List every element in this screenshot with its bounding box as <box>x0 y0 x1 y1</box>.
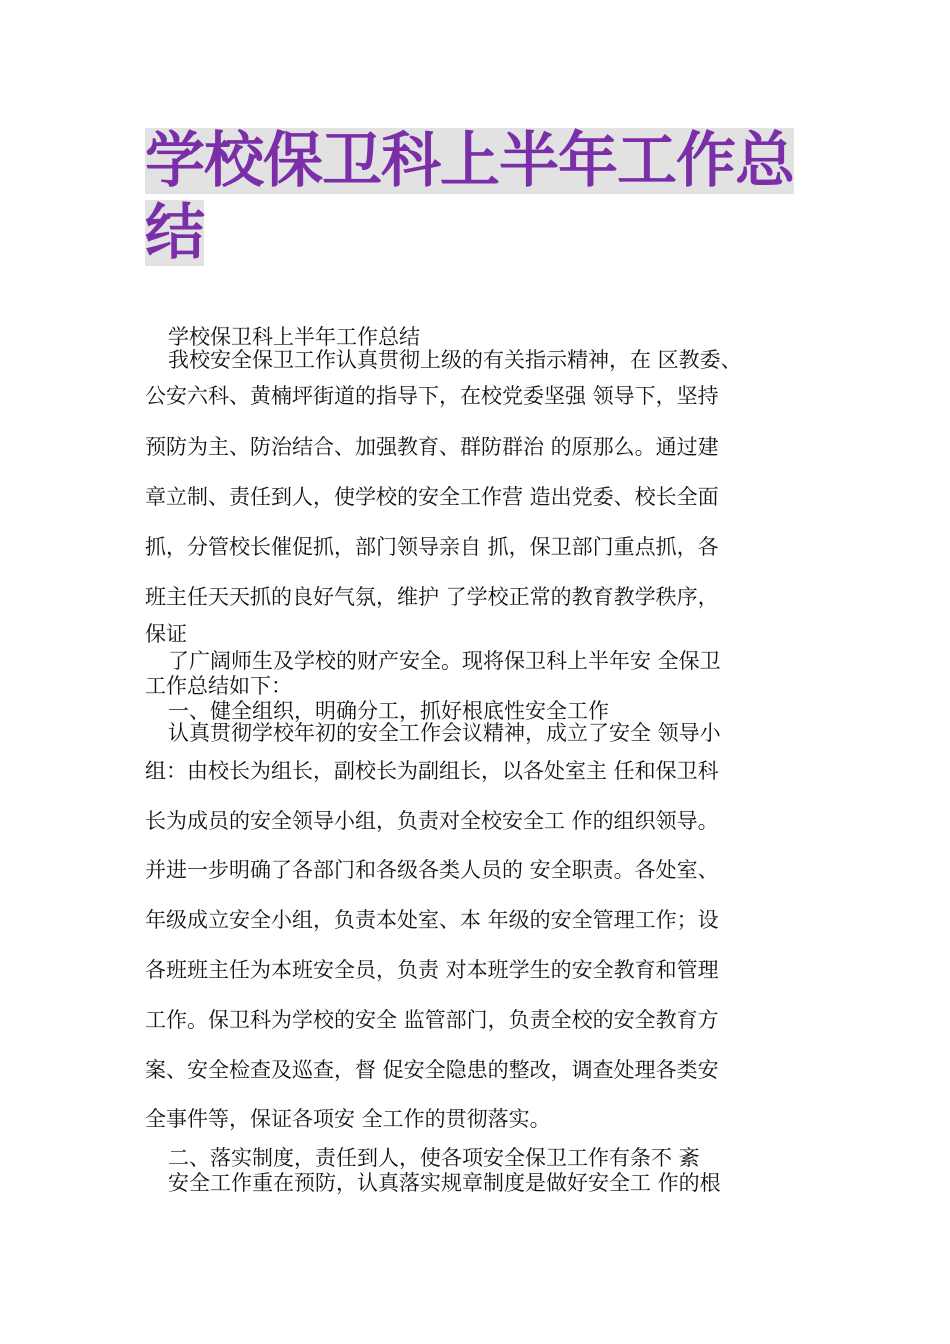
paragraph-line: 抓，分管校长催促抓，部门领导亲自 抓，保卫部门重点抓，各 <box>145 535 719 559</box>
paragraph-line: 了广阔师生及学校的财产安全。现将保卫科上半年安 全保卫 <box>168 649 721 673</box>
title-line-2: 结 <box>145 198 204 268</box>
paragraph-line: 认真贯彻学校年初的安全工作会议精神，成立了安全 领导小 <box>168 721 721 745</box>
subtitle-line: 学校保卫科上半年工作总结 <box>168 325 420 349</box>
paragraph-line: 章立制、责任到人，使学校的安全工作营 造出党委、校长全面 <box>145 485 719 509</box>
section-heading: 二、落实制度，责任到人，使各项安全保卫工作有条不 紊 <box>168 1146 700 1170</box>
paragraph-line: 案、安全检查及巡查，督 促安全隐患的整改，调查处理各类安 <box>145 1058 719 1082</box>
paragraph-line: 我校安全保卫工作认真贯彻上级的有关指示精神，在 区教委、 <box>168 348 742 372</box>
paragraph-line: 保证 <box>145 622 187 646</box>
paragraph-line: 工作。保卫科为学校的安全 监管部门，负责全校的安全教育方 <box>145 1008 719 1032</box>
title-line-1: 学校保卫科上半年工作总 <box>145 126 794 196</box>
paragraph-line: 预防为主、防治结合、加强教育、群防群治 的原那么。通过建 <box>145 435 719 459</box>
paragraph-line: 长为成员的安全领导小组，负责对全校安全工 作的组织领导。 <box>145 809 719 833</box>
paragraph-line: 组：由校长为组长，副校长为副组长，以各处室主 任和保卫科 <box>145 759 719 783</box>
paragraph-line: 工作总结如下： <box>145 674 292 698</box>
paragraph-line: 班主任天天抓的良好气氛，维护 了学校正常的教育教学秩序， <box>145 585 719 609</box>
paragraph-line: 全事件等，保证各项安 全工作的贯彻落实。 <box>145 1107 551 1131</box>
paragraph-line: 各班班主任为本班安全员，负责 对本班学生的安全教育和管理 <box>145 958 719 982</box>
section-heading: 一、健全组织，明确分工，抓好根底性安全工作 <box>168 699 609 723</box>
paragraph-line: 并进一步明确了各部门和各级各类人员的 安全职责。各处室、 <box>145 858 719 882</box>
paragraph-line: 公安六科、黄楠坪街道的指导下，在校党委坚强 领导下，坚持 <box>145 384 719 408</box>
paragraph-line: 年级成立安全小组，负责本处室、本 年级的安全管理工作；设 <box>145 908 719 932</box>
paragraph-line: 安全工作重在预防，认真落实规章制度是做好安全工 作的根 <box>168 1171 721 1195</box>
